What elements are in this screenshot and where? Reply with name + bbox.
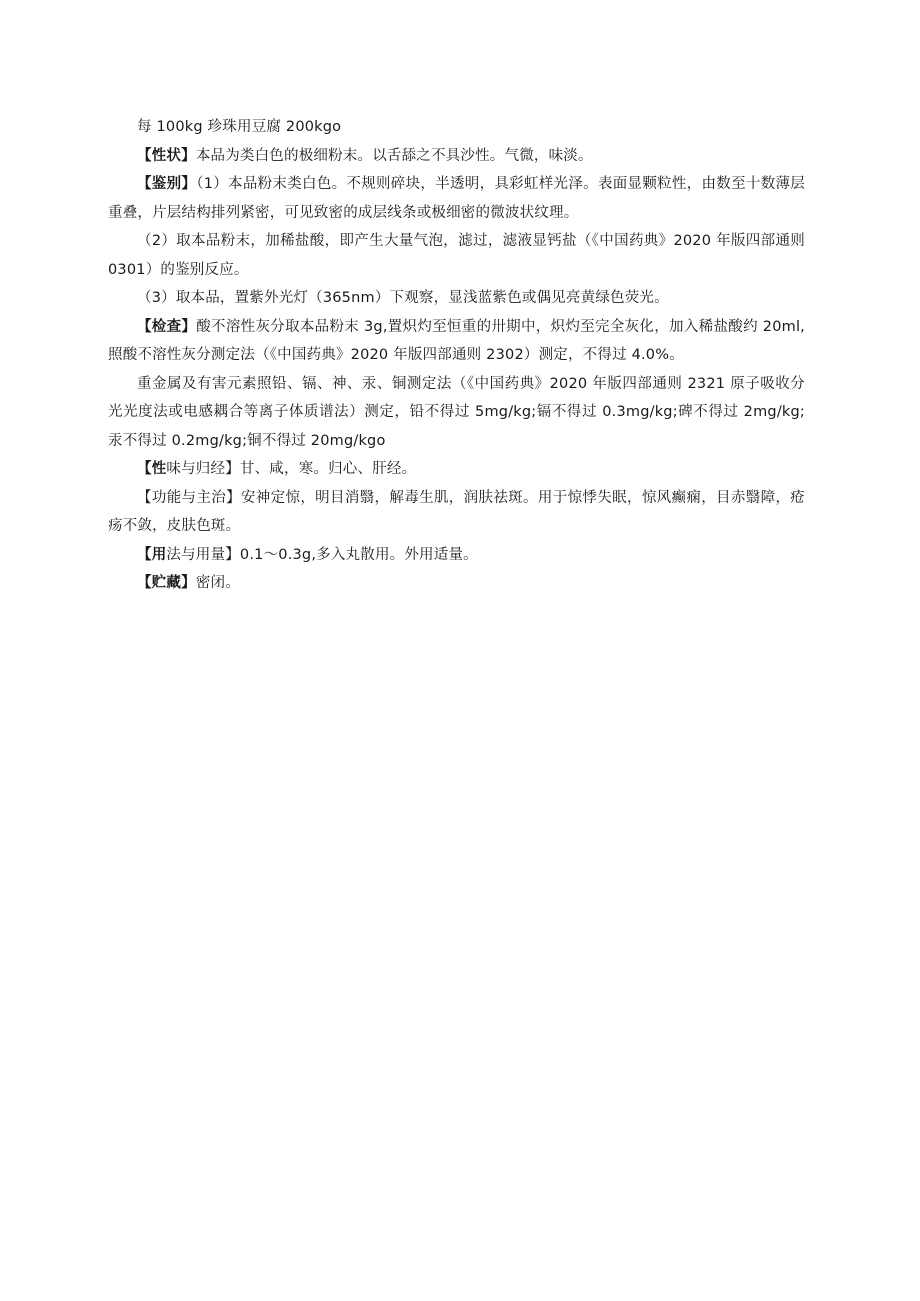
paragraph-text: （1）本品粉末类白色。不规则碎块，半透明，具彩虹样光泽。表面显颗粒性，由数至十数薄层重叠，片层结构排列紧密，可见致密的成层线条或极细密的微波状纹理。	[108, 176, 805, 221]
section-heading-character: 【性状】	[137, 147, 196, 164]
paragraph-inspection	[108, 313, 805, 370]
paragraph-text: 味与归经】甘、咸，寒。归心、肝经。	[166, 461, 417, 477]
paragraph-functions	[108, 484, 805, 541]
paragraph-text: 法与用量】0.1～0.3g,多入丸散用。外用适量。	[166, 546, 478, 563]
paragraph-storage	[108, 569, 805, 598]
section-heading-nature: 【性	[137, 461, 167, 477]
paragraph-text: 酸不溶性灰分取本品粉末 3g,置炽灼至恒重的卅期中，炽灼至完全灰化，加入稀盐酸约 20ml,照酸不溶性灰分测定法（《中国药典》2020 年版四部通则 2302）测定，不得过 4.0%。	[108, 318, 805, 363]
paragraph-character	[108, 142, 805, 171]
paragraph-usage	[108, 541, 805, 570]
paragraph-text: 本品为类白色的极细粉末。以舌舔之不具沙性。气微，味淡。	[195, 147, 593, 164]
paragraph-text: 重金属及有害元素照铅、镉、神、汞、铜测定法（《中国药典》2020 年版四部通则 2321 原子吸收分光光度法或电感耦合等离子体质谱法）测定，铅不得过 5mg∕kg;镉不得过 0.3mg∕kg;碑不得过 2mg∕kg;汞不得过 0.2mg∕kg;铜不得过 20mg∕kgo	[108, 375, 805, 449]
paragraph-nature-meridian	[108, 455, 805, 484]
paragraph-identification-3	[108, 284, 805, 313]
paragraph-heavy-metals	[108, 370, 805, 456]
paragraph-text: （2）取本品粉末，加稀盐酸，即产生大量气泡，滤过，滤液显钙盐（《中国药典》2020 年版四部通则 0301）的鉴别反应。	[108, 233, 805, 278]
paragraph-identification-2	[108, 227, 805, 284]
paragraph-text: （3）取本品，置紫外光灯（365nm）下观察，显浅蓝紫色或偶见亮黄绿色荧光。	[137, 290, 669, 306]
paragraph-identification-1	[108, 170, 805, 227]
section-heading-usage: 【用	[137, 546, 167, 563]
section-heading-identification: 【鉴别】	[137, 176, 197, 192]
paragraph-processing	[108, 113, 805, 142]
paragraph-text: 【功能与主治】安神定惊，明目消翳，解毒生肌，润肤祛斑。用于惊悸失眠，惊风癫痫，目赤翳障，疮疡不敛，皮肤色斑。	[108, 489, 805, 534]
paragraph-text: 每 100kg 珍珠用豆腐 200kgo	[137, 119, 342, 135]
section-heading-inspection: 【检查】	[137, 318, 197, 335]
section-heading-storage: 【贮藏】	[137, 575, 196, 591]
document-body	[108, 113, 805, 598]
paragraph-text: 密闭。	[195, 575, 240, 591]
